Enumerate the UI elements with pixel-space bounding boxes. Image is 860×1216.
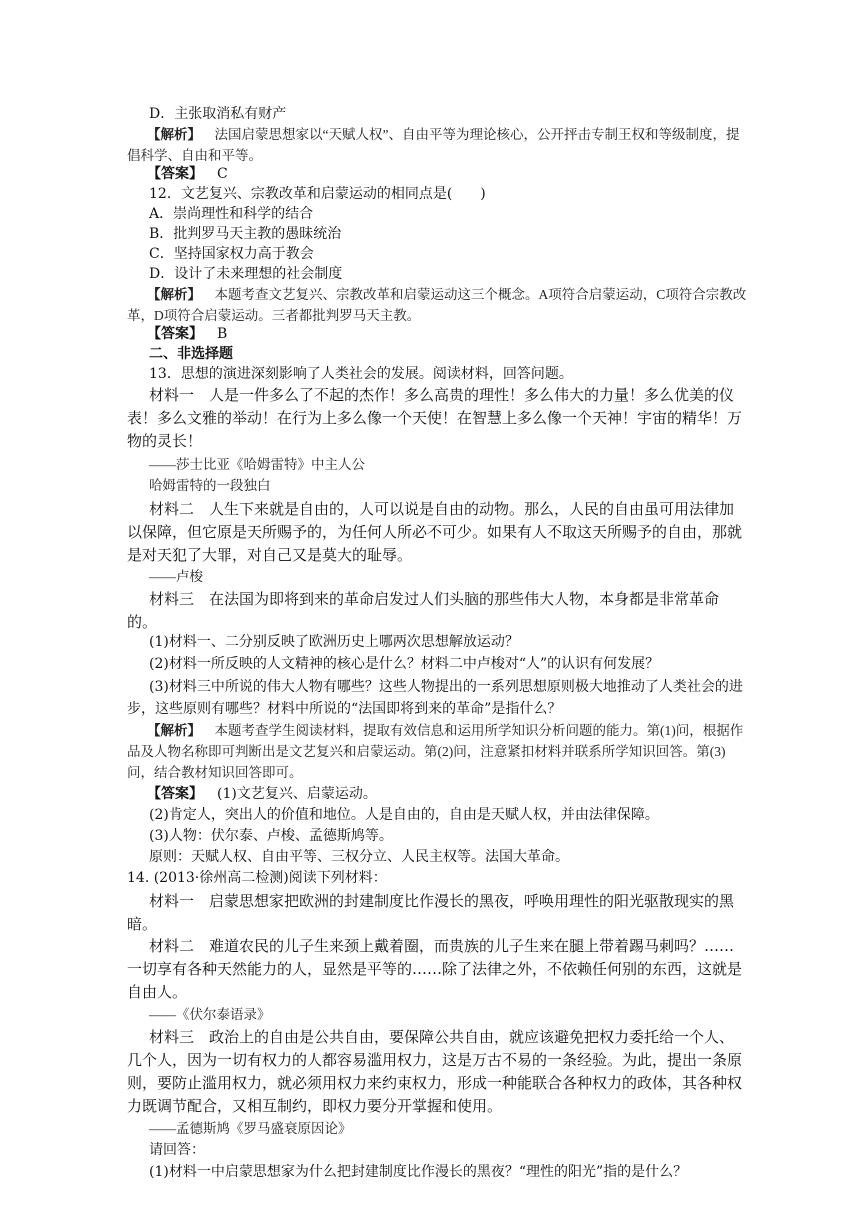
q14-material-2 [127, 935, 747, 1004]
material-label: 材料二 [149, 500, 195, 518]
analysis-text: 本题考查学生阅读材料，提取有效信息和运用所学知识分析问题的能力。第(1)问，根据作品及人物名称即可判断出是文艺复兴和启蒙运动。第(2)问，注意紧扣材料并联系所学知识回答。第(3)问，结合教材知识回答即可。 [127, 723, 744, 780]
q14-material-1 [127, 890, 747, 936]
q13-analysis [127, 720, 747, 783]
material-label: 材料三 [149, 1028, 195, 1046]
analysis-text: 本题考查文艺复兴、宗教改革和启蒙运动这三个概念。A项符合启蒙运动，C项符合宗教改革，D项符合启蒙运动。三者都批判罗马天主教。 [127, 287, 747, 323]
q12-option-b: B．批判罗马天主教的愚昧统治 [149, 226, 342, 242]
answer-tag: 【答案】 [147, 326, 203, 342]
q13-material-3 [127, 588, 747, 634]
q13-question-3: (3)材料三中所说的伟大人物有哪些？这些人物提出的一系列思想原则极大地推动了人类社会的进步，这些原则有哪些？材料中所说的“法国即将到来的革命”是指什么？ [127, 679, 743, 717]
answer-value: C [217, 166, 228, 182]
q11-analysis [127, 124, 747, 166]
q13-material-1 [127, 384, 747, 453]
q14-material-3 [127, 1026, 747, 1118]
material-label: 材料三 [149, 590, 195, 608]
material-text: 人是一件多么了不起的杰作！多么高贵的理性！多么伟大的力量！多么优美的仪表！多么文雅的举动！在行为上多么像一个天使！在智慧上多么像一个天神！宇宙的精华！万物的灵长！ [127, 386, 743, 450]
q12-answer [127, 324, 747, 344]
q12-option-a: A．崇尚理性和科学的结合 [149, 206, 314, 222]
analysis-text: 法国启蒙思想家以“天赋人权”、自由平等为理论核心，公开抨击专制王权和等级制度，提倡科学、自由和平等。 [127, 127, 740, 163]
q13-answer [127, 784, 747, 804]
q12-analysis [127, 284, 747, 326]
q13-question-2: (2)材料一所反映的人文精神的核心是什么？材料二中卢梭对“人”的认识有何发展？ [149, 656, 660, 672]
q12-option-c: C．坚持国家权力高于教会 [149, 246, 314, 262]
analysis-tag: 【解析】 [147, 287, 201, 302]
q14-question-1: (1)材料一中启蒙思想家为什么把封建制度比作漫长的黑夜？“理性的阳光”指的是什么？ [149, 1164, 688, 1180]
q13-material-2 [127, 498, 747, 567]
answer-tag: 【答案】 [147, 166, 203, 182]
answer-value: B [217, 326, 228, 342]
q11-option-d: D．主张取消私有财产 [149, 106, 287, 122]
q13-answer-3: (3)人物：伏尔泰、卢梭、孟德斯鸠等。 [149, 828, 393, 844]
q14-material-3-source: ——孟德斯鸠《罗马盛衰原因论》 [149, 1121, 352, 1136]
material-label: 材料二 [149, 937, 195, 955]
q13-answer-2: (2)肯定人，突出人的价值和地位。人是自由的，自由是天赋人权，并由法律保障。 [149, 807, 659, 823]
q13-question-1: (1)材料一、二分别反映了欧洲历史上哪两次思想解放运动？ [149, 634, 519, 650]
analysis-tag: 【解析】 [147, 723, 201, 738]
q11-answer [127, 164, 747, 184]
q13-material-1-source-cont: 哈姆雷特的一段独白 [149, 478, 271, 493]
q12-stem: 12．文艺复兴、宗教改革和启蒙运动的相同点是( ) [149, 186, 486, 202]
material-label: 材料一 [149, 386, 195, 404]
q14-prompt: 请回答： [149, 1142, 205, 1158]
q14-stem: 14. (2013·徐州高二检测)阅读下列材料： [127, 870, 387, 886]
q13-stem: 13．思想的演进深刻影响了人类社会的发展。阅读材料，回答问题。 [149, 366, 573, 382]
material-text: 难道农民的儿子生来颈上戴着圈，而贵族的儿子生来在腿上带着踢马刺吗？……一切享有各种天然能力的人，显然是平等的……除了法律之外，不依赖任何别的东西，这就是自由人。 [127, 937, 743, 1001]
material-text: 人生下来就是自由的，人可以说是自由的动物。那么，人民的自由虽可用法律加以保障，但它原是天所赐予的，为任何人所必不可少。如果有人不取这天所赐予的自由，那就是对天犯了大罪，对自己又是莫大的耻辱。 [127, 500, 743, 564]
answer-tag: 【答案】 [147, 786, 203, 802]
q12-option-d: D．设计了未来理想的社会制度 [149, 266, 343, 282]
material-label: 材料一 [149, 892, 195, 910]
q14-material-2-source: ——《伏尔泰语录》 [149, 1007, 271, 1022]
q13-material-1-source: ——莎士比亚《哈姆雷特》中主人公 [149, 457, 365, 472]
section-heading: 二、非选择题 [149, 346, 233, 362]
material-text: 政治上的自由是公共自由，要保障公共自由，就应该避免把权力委托给一个人、几个人，因为一切有权力的人都容易滥用权力，这是万古不易的一条经验。为此，提出一条原则，要防止滥用权力，就必须用权力来约束权力，形成一种能联合各种权力的政体，其各种权力既调节配合，又相互制约，即权力要分开掌握和使用。 [127, 1028, 743, 1115]
answer-value: (1)文艺复兴、启蒙运动。 [217, 786, 377, 802]
q13-material-2-source: ——卢梭 [149, 569, 203, 584]
q13-answer-4: 原则：天赋人权、自由平等、三权分立、人民主权等。法国大革命。 [149, 849, 569, 865]
material-text: 启蒙思想家把欧洲的封建制度比作漫长的黑夜，呼唤用理性的阳光驱散现实的黑暗。 [127, 892, 735, 933]
analysis-tag: 【解析】 [147, 127, 201, 142]
material-text: 在法国为即将到来的革命启发过人们头脑的那些伟大人物，本身都是非常革命的。 [127, 590, 720, 631]
